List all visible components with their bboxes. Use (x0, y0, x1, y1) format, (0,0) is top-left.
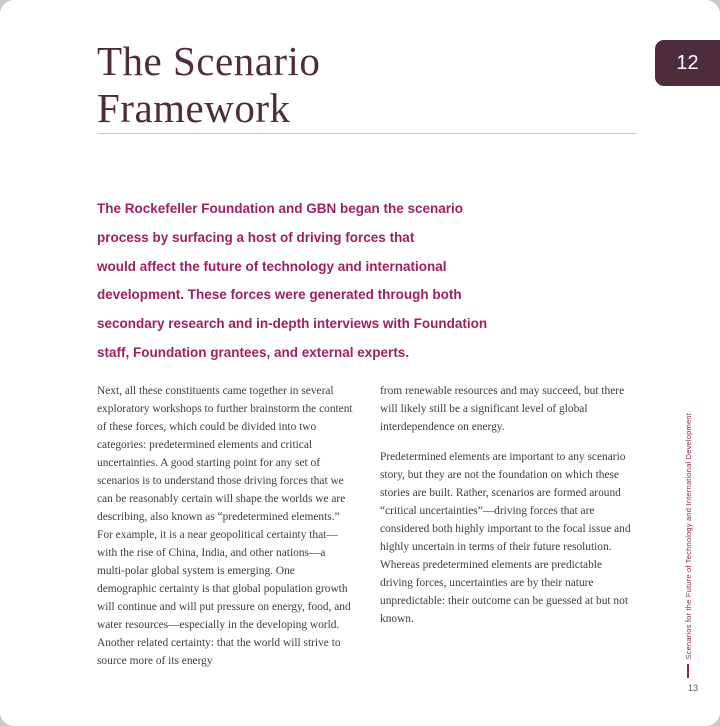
lead-paragraph (97, 201, 487, 374)
body-paragraph: from renewable resources and may succeed, but there will likely still be a significant level of global interdependence on energy. (380, 385, 625, 433)
lead-line: would affect the future of technology and international (97, 258, 447, 274)
body-column-left (97, 382, 355, 670)
title-divider (97, 133, 637, 134)
lead-line: The Rockefeller Foundation and GBN began the scenario (97, 201, 464, 216)
page-title (97, 38, 320, 132)
lead-line: secondary research and in-depth interviews with Foundation (97, 316, 488, 332)
page-title-line-1: The Scenario (97, 38, 321, 84)
sidebar-vertical-title: Scenarios for the Future of Technology and International Development (684, 413, 693, 660)
lead-line: development. These forces were generated through both (97, 287, 462, 303)
chapter-number-badge (655, 40, 720, 86)
sidebar-rule (687, 664, 689, 678)
lead-line: process by surfacing a host of driving forces that (97, 229, 415, 245)
body-paragraph: Predetermined elements are important to any scenario story, but they are not the foundation on which these stories are built. Rather, scenarios are formed around “critical uncertainties”—driving forces that are considered both highly important to the focal issue and highly uncertain in terms of their future resolution. Whereas predetermined elements are predictable driving forces, uncertainties are by their nature unpredictable: their outcome can be guessed at but not known. (380, 451, 631, 625)
chapter-number: 12 (676, 51, 699, 74)
body-column-right (380, 382, 632, 628)
page-title-line-2: Framework (97, 85, 291, 131)
lead-line: staff, Foundation grantees, and external experts. (97, 344, 410, 360)
body-paragraph: Next, all these constituents came together in several exploratory workshops to further brainstorm the content of these forces, which could be divided into two categories: predetermined elements and critical uncertainties. A good starting point for any set of scenarios is to understand those driving forces that we can be reasonably certain will shape the worlds we are describing, also known as “predetermined elements.” For example, it is a near geopolitical certainty that—with the rise of China, India, and other nations—a multi-polar global system is emerging. One demographic certainty is that global population growth will continue and will put pressure on energy, food, and water resources—especially in the developing world. Another related certainty: that the world will strive to source more of its energy (97, 385, 353, 667)
page-number: 13 (687, 683, 698, 693)
